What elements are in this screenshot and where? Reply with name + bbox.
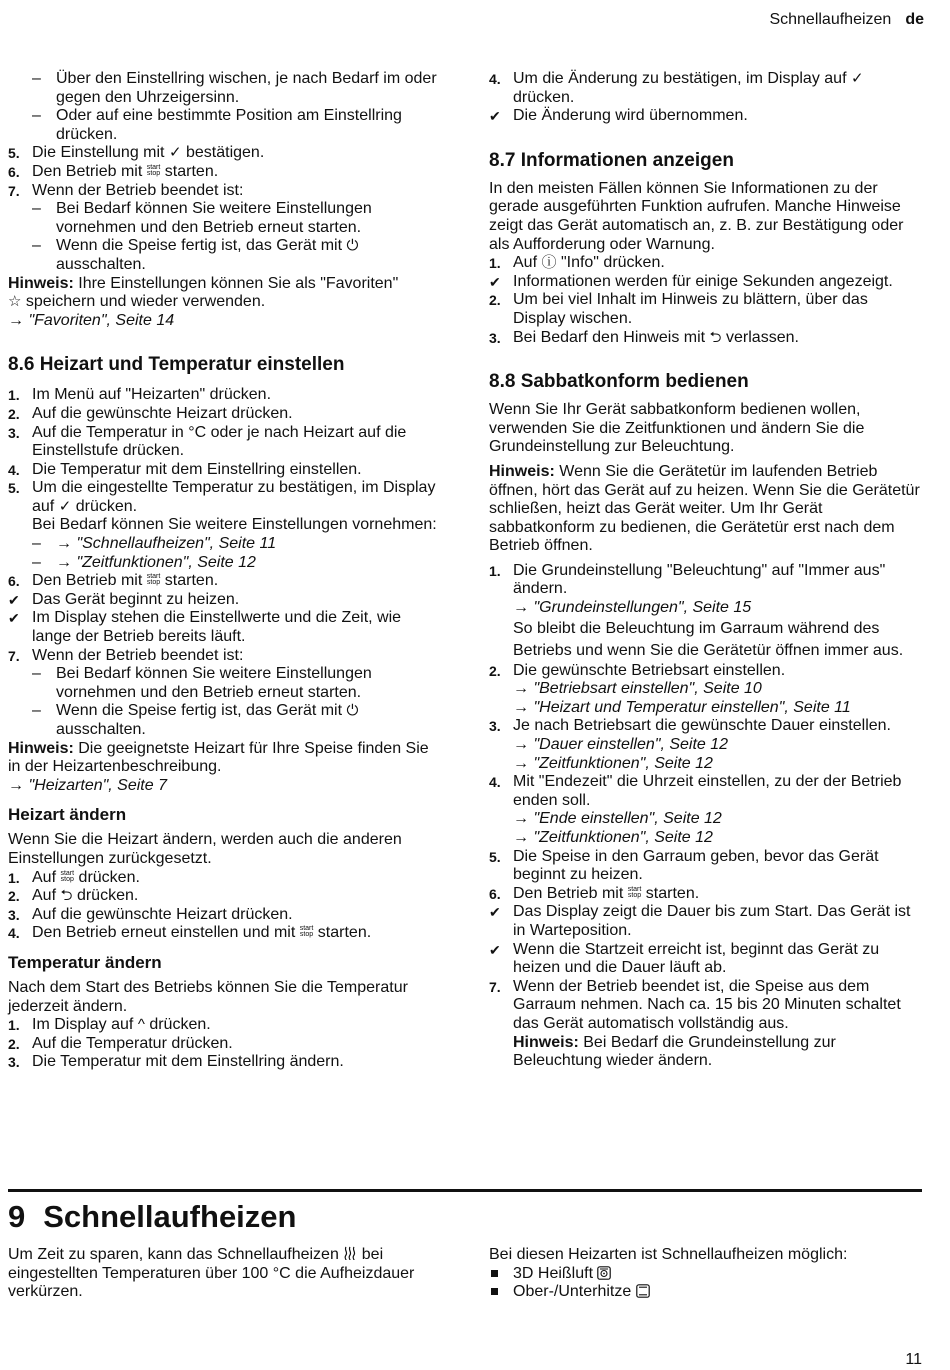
step-note: So bleibt die Beleuchtung im Garraum während des Betriebs und wenn Sie die Gerätetür öffnen immer aus. [513,619,904,659]
paragraph: Nach dem Start des Betriebs können Sie die Temperatur jederzeit ändern. [8,978,408,1015]
cross-reference[interactable]: → "Ende einstellen", Seite 12 [513,810,722,828]
result-item: ✔ Im Display stehen die Einstellwerte und die Zeit, wie lange der Betrieb bereits läuft. [8,609,402,646]
arrow-icon: → [513,736,529,754]
hint: Hinweis: Ihre Einstellungen können Sie als "Favoriten" ☆ speichern und wieder verwenden. [8,274,399,311]
info-icon: ⓘ [541,254,557,272]
cross-reference[interactable]: – → "Schnellaufheizen", Seite 11 [32,535,277,553]
arrow-icon: → [56,553,72,571]
cross-reference[interactable]: → "Grundeinstellungen", Seite 15 [513,599,752,617]
step-note: Bei Bedarf können Sie weitere Einstellungen vornehmen: [32,516,437,534]
step-6: 6. Den Betrieb mit start stop starten. [8,572,219,590]
step-5: 5. Die Speise in den Garraum geben, bevor das Gerät beginnt zu heizen. [489,847,879,884]
step-6: 6. Den Betrieb mit start stop starten. [8,162,219,180]
step-3: 3. Die Temperatur mit dem Einstellring ändern. [8,1053,344,1071]
back-icon: ⮌ [709,328,722,346]
step-3: 3. Auf die Temperatur in °C oder je nach Heizart auf die Einstellstufe drücken. [8,423,407,460]
cross-reference[interactable]: → "Zeitfunktionen", Seite 12 [513,754,713,772]
list-item: – Oder auf eine bestimmte Position am Einstellring drücken. [32,107,402,143]
power-icon: ⏻ [346,237,359,255]
start-stop-icon: start stop [627,885,642,899]
arrow-icon: → [513,829,529,846]
result-item: ✔ Die Änderung wird übernommen. [489,107,748,125]
list-item: 3D Heißluft [489,1265,921,1284]
arrow-icon: → [513,810,529,828]
list-item: – Über den Einstellring wischen, je nach Bedarf im oder gegen den Uhrzeigersinn. [32,70,437,106]
star-icon: ☆ [8,293,22,311]
check-icon: ✓ [168,144,182,162]
step-2: 2. Auf ⮌ drücken. [8,887,139,905]
step-4: 4. Den Betrieb erneut einstellen und mit start stop starten. [8,924,372,942]
cross-reference[interactable]: → "Heizarten", Seite 7 [8,776,167,794]
step-6: 6. Den Betrieb mit start stop starten. [489,884,700,902]
cross-reference[interactable]: → "Favoriten", Seite 14 [8,311,175,329]
tick-icon: ✔ [8,591,20,608]
step-1: 1. Im Menü auf "Heizarten" drücken. [8,386,272,404]
left-column [8,70,440,1072]
cross-reference[interactable]: – → "Zeitfunktionen", Seite 12 [32,553,256,571]
section-heading: 8.6 Heizart und Temperatur einstellen [8,354,345,376]
tick-icon: ✔ [489,941,501,958]
list-item: – Wenn die Speise fertig ist, das Gerät mit ⏻ ausschalten. [32,237,359,273]
step-3: 3. Bei Bedarf den Hinweis mit ⮌ verlassen. [489,328,799,346]
step-2: 2. Auf die Temperatur drücken. [8,1034,233,1052]
paragraph: Wenn Sie Ihr Gerät sabbatkonform bedienen wollen, verwenden Sie die Zeitfunktionen und ändern Sie die Grundeinstellung zur Beleuchtung. [489,401,865,456]
chapter-title: Schnellaufheizen [43,1199,297,1234]
check-icon: ✓ [58,497,72,515]
subsection-heading: Temperatur ändern [8,952,162,972]
list-item: – Wenn die Speise fertig ist, das Gerät mit ⏻ ausschalten. [32,702,359,738]
result-item: ✔ Informationen werden für einige Sekunden angezeigt. [489,272,893,290]
hint: Hinweis: Bei Bedarf die Grundeinstellung zur Beleuchtung wieder ändern. [513,1033,836,1070]
section-heading: 8.7 Informationen anzeigen [489,149,734,171]
right-column [489,70,921,1071]
heating-modes [489,1246,921,1302]
chapter-heading [8,1198,296,1236]
header-title: Schnellaufheizen [769,11,892,28]
cross-reference[interactable]: → "Zeitfunktionen", Seite 12 [513,829,713,846]
hint: Hinweis: Die geeignetste Heizart für Ihre Speise finden Sie in der Heizartenbeschreibung. [8,739,429,776]
cross-reference[interactable]: → "Heizart und Temperatur einstellen", Seite 11 [513,698,851,716]
step-2: 2. Auf die gewünschte Heizart drücken. [8,404,293,422]
running-header [769,11,924,30]
step-1: 1. Auf start stop drücken. [8,868,140,886]
step-4: 4. Die Temperatur mit dem Einstellring einstellen. [8,460,362,478]
step-3: 3. Auf die gewünschte Heizart drücken. [8,905,293,923]
step-1: 1. Die Grundeinstellung "Beleuchtung" auf "Immer aus" ändern. [489,561,886,598]
section-divider [8,1189,922,1192]
start-stop-icon: start stop [146,573,161,587]
arrow-icon: → [513,754,529,772]
power-icon: ⏻ [346,702,359,720]
cross-reference[interactable]: → "Betriebsart einstellen", Seite 10 [513,680,762,698]
step-2: 2. Um bei viel Inhalt im Hinweis zu blättern, über das Display wischen. [489,291,868,327]
section-heading: 8.8 Sabbatkonform bedienen [489,371,749,393]
hint: Hinweis: Wenn Sie die Gerätetür im laufenden Betrieb öffnen, hört das Gerät auf zu heizen. Wenn Sie die Gerätetür schließen, heizt das Gerät weiter. Um Ihr Gerät sabbatkonform zu bedienen, die Gerätetür erst nach dem Betrieb öffnen. [489,462,920,555]
cross-reference[interactable]: → "Dauer einstellen", Seite 12 [513,736,729,754]
start-stop-icon: start stop [60,869,75,883]
step-7: 7. Wenn der Betrieb beendet ist: [8,181,244,199]
tick-icon: ✔ [8,610,20,627]
language-code: de [905,11,924,28]
paragraph: In den meisten Fällen können Sie Informationen zu der gerade ausgeführten Funktion aufrufen. Manche Hinweise zeigt das Gerät automatisch an, z. B. zur Bestätigung oder als Aufforderung oder Warnung. [489,179,904,253]
step-7: 7. Wenn der Betrieb beendet ist, die Speise aus dem Garraum nehmen. Nach ca. 15 bis 20 Minuten schaltet das Gerät automatisch vollständig aus. [489,977,901,1032]
paragraph: Bei diesen Heizarten ist Schnellaufheizen möglich: [489,1246,848,1263]
top-bottom-heat-icon [636,1284,650,1298]
fast-heat-icon [343,1246,357,1261]
chapter-number: 9 [8,1199,26,1234]
subsection-heading: Heizart ändern [8,805,127,825]
arrow-icon: → [56,535,72,553]
list-item: – Bei Bedarf können Sie weitere Einstellungen vornehmen und den Betrieb erneut starten. [32,665,372,701]
start-stop-icon: start stop [299,925,314,939]
result-item: ✔ Wenn die Startzeit erreicht ist, beginnt das Gerät zu heizen und die Dauer läuft ab. [489,940,880,977]
list-item: – Bei Bedarf können Sie weitere Einstellungen vornehmen und den Betrieb erneut starten. [32,200,372,236]
step-1: 1. Auf ⓘ "Info" drücken. [489,254,665,272]
step-4: 4. Um die Änderung zu bestätigen, im Display auf ✓ drücken. [489,70,864,106]
step-5: 5. Um die eingestellte Temperatur zu bestätigen, im Display auf ✓ drücken. [8,479,436,515]
start-stop-icon: start stop [146,163,161,177]
arrow-icon: → [8,311,24,329]
list-item: Ober-/Unterhitze [489,1283,921,1302]
tick-icon: ✔ [489,108,501,125]
result-item: ✔ Das Gerät beginnt zu heizen. [8,590,240,608]
check-icon: ✓ [850,70,864,87]
back-icon: ⮌ [60,887,73,905]
step-2: 2. Die gewünschte Betriebsart einstellen. [489,661,786,679]
3d-hot-air-icon [597,1266,611,1280]
paragraph: Wenn Sie die Heizart ändern, werden auch die anderen Einstellungen zurückgesetzt. [8,831,402,867]
result-item: ✔ Das Display zeigt die Dauer bis zum Start. Das Gerät ist in Warteposition. [489,903,911,939]
arrow-icon: → [513,680,529,698]
arrow-icon: → [8,776,24,794]
step-4: 4. Mit "Endezeit" die Uhrzeit einstellen, zu der der Betrieb enden soll. [489,773,902,809]
step-7: 7. Wenn der Betrieb beendet ist: [8,646,244,664]
tick-icon: ✔ [489,904,501,921]
chevron-up-icon: ^ [137,1016,145,1034]
step-1: 1. Im Display auf ^ drücken. [8,1016,211,1034]
step-5: 5. Die Einstellung mit ✓ bestätigen. [8,144,265,162]
tick-icon: ✔ [489,273,501,290]
chapter-intro: Um Zeit zu sparen, kann das Schnellaufheizen bei eingestellten Temperaturen über 100 °C die Aufheizdauer verkürzen. [8,1246,415,1301]
step-3: 3. Je nach Betriebsart die gewünschte Dauer einstellen. [489,717,891,735]
arrow-icon: → [513,599,529,617]
page-number: 11 [905,1351,922,1368]
arrow-icon: → [513,698,529,716]
